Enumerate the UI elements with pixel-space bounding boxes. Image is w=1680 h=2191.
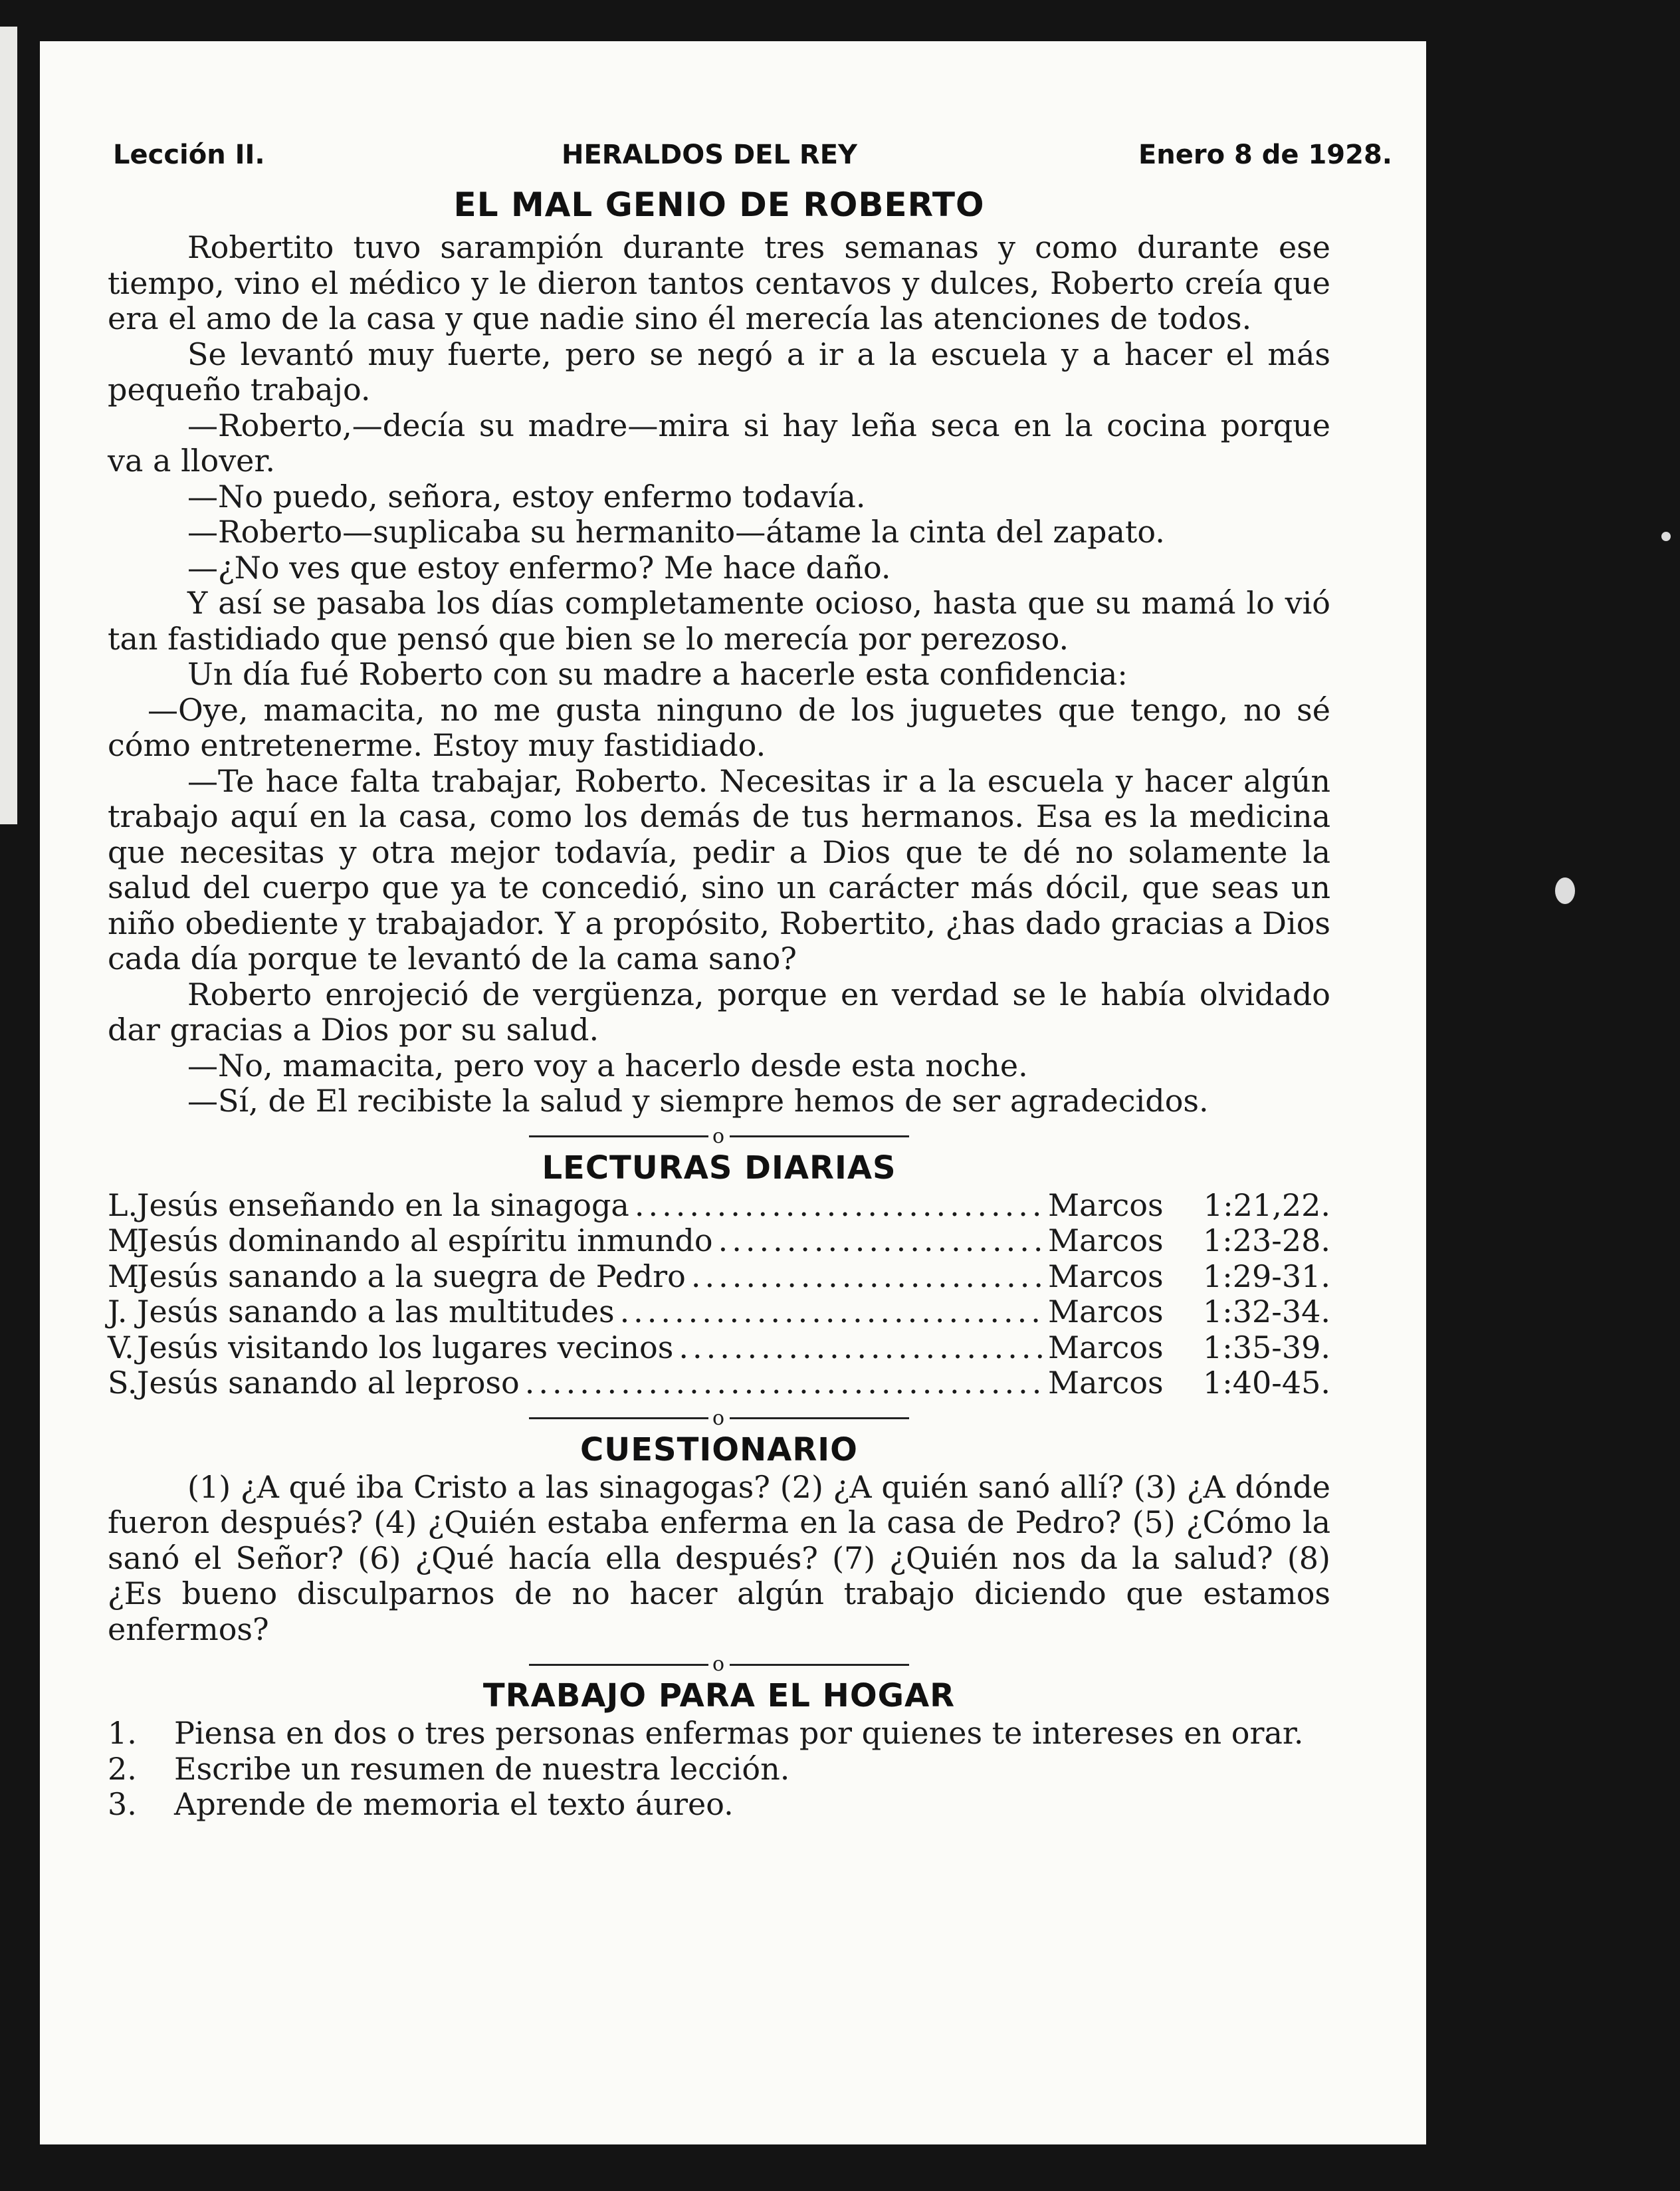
story-paragraph: —Te hace falta trabajar, Roberto. Necesitas ir a la escuela y hacer algún trabajo aquí en la casa, como los demás de tus hermanos. Esa es la medicina que necesitas y otra mejor todavía, pedir a Dios que te dé no solamente la salud del cuerpo que ya te concedió, sino un carácter más dócil, que seas un niño obediente y trabajador. Y a propósito, Robertito, ¿has dado gracias a Dios cada día porque te levantó de la cama sano? bbox=[108, 762, 1330, 977]
homework-item: 3. Aprende de memoria el texto áureo. bbox=[108, 1786, 734, 1822]
issue-date: Enero 8 de 1928. bbox=[1138, 140, 1392, 170]
story-paragraph: Se levantó muy fuerte, pero se negó a ir a la escuela y a hacer el más pequeño trabajo. bbox=[108, 336, 1330, 407]
story-paragraph: Robertito tuvo sarampión durante tres semanas y como durante ese tiempo, vino el médico y le dieron tantos centavos y dulces, Roberto creía que era el amo de la casa y que nadie sino él merecía las atenciones de todos. bbox=[108, 229, 1330, 336]
questionnaire-text: (1) ¿A qué iba Cristo a las sinagogas? (2) ¿A quién sanó allí? (3) ¿A dónde fueron después? (4) ¿Quién estaba enferma en la casa de Pedro? (5) ¿Cómo la sanó el Señor? (6) ¿Qué hacía ella después? (7) ¿Quién nos da la salud? (8) ¿Es bueno disculparnos de no hacer algún trabajo diciendo que estamos enfermos? bbox=[108, 1468, 1330, 1647]
section-divider: o bbox=[108, 1125, 1330, 1148]
story-paragraph: —Sí, de El recibiste la salud y siempre hemos de ser agradecidos. bbox=[187, 1083, 1209, 1119]
reading-item: V. Jesús visitando los lugares vecinos ..... Marcos 1:35-39. bbox=[108, 1330, 1330, 1366]
homework-list bbox=[108, 1716, 1330, 1823]
story-paragraph: —No, mamacita, pero voy a hacerlo desde esta noche. bbox=[187, 1047, 1028, 1084]
homework-item: 1. Piensa en dos o tres personas enfermas por quienes te intereses en orar. bbox=[108, 1715, 1304, 1751]
reading-item: S. Jesús sanando al leproso ..... Marcos 1:40-45. bbox=[108, 1365, 1330, 1401]
homework-item: 2. Escribe un resumen de nuestra lección. bbox=[108, 1750, 790, 1787]
page-content bbox=[108, 179, 1330, 1823]
story-paragraph: —No puedo, señora, estoy enfermo todavía. bbox=[187, 478, 866, 515]
readings-title: LECTURAS DIARIAS bbox=[542, 1149, 896, 1187]
story-paragraph: Roberto enrojeció de vergüenza, porque en verdad se le había olvidado dar gracias a Dios por su salud. bbox=[108, 976, 1330, 1048]
story-paragraph: —¿No ves que estoy enfermo? Me hace daño. bbox=[187, 549, 891, 586]
reading-item: M. Jesús sanando a la suegra de Pedro ..... Marcos 1:29-31. bbox=[108, 1259, 1330, 1295]
reading-item: L. Jesús enseñando en la sinagoga ..... Marcos 1:21,22. bbox=[108, 1188, 1330, 1224]
story-paragraph: —Roberto—suplicaba su hermanito—átame la cinta del zapato. bbox=[187, 514, 1165, 550]
reading-item: J. Jesús sanando a las multitudes ..... Marcos 1:32-34. bbox=[108, 1294, 1330, 1330]
section-divider: o bbox=[108, 1407, 1330, 1430]
page-header bbox=[73, 140, 1392, 179]
publication-name: HERALDOS DEL REY bbox=[561, 140, 858, 170]
story-paragraph: Un día fué Roberto con su madre a hacerle esta confidencia: bbox=[187, 656, 1128, 692]
story-paragraph: —Roberto,—decía su madre—mira si hay leña seca en la cocina porque va a llover. bbox=[108, 407, 1330, 479]
scan-left-edge bbox=[0, 27, 17, 824]
questionnaire-title: CUESTIONARIO bbox=[580, 1431, 858, 1468]
story-paragraph: Y así se pasaba los días completamente ocioso, hasta que su mamá lo vió tan fastidiado que pensó que bien se lo merecía por perezoso. bbox=[108, 585, 1330, 657]
daily-readings-list bbox=[108, 1188, 1330, 1401]
scan-speck bbox=[1555, 877, 1575, 904]
homework-title: TRABAJO PARA EL HOGAR bbox=[482, 1677, 956, 1714]
scan-speck bbox=[1661, 532, 1671, 541]
story-paragraph: —Oye, mamacita, no me gusta ninguno de los juguetes que tengo, no sé cómo entretenerme. Estoy muy fastidiado. bbox=[108, 691, 1330, 763]
section-divider: o bbox=[108, 1653, 1330, 1676]
reading-item: M. Jesús dominando al espíritu inmundo ..... Marcos 1:23-28. bbox=[108, 1223, 1330, 1259]
lesson-number: Lección II. bbox=[113, 140, 265, 170]
story-title: EL MAL GENIO DE ROBERTO bbox=[453, 185, 985, 224]
story-body bbox=[108, 230, 1330, 1119]
